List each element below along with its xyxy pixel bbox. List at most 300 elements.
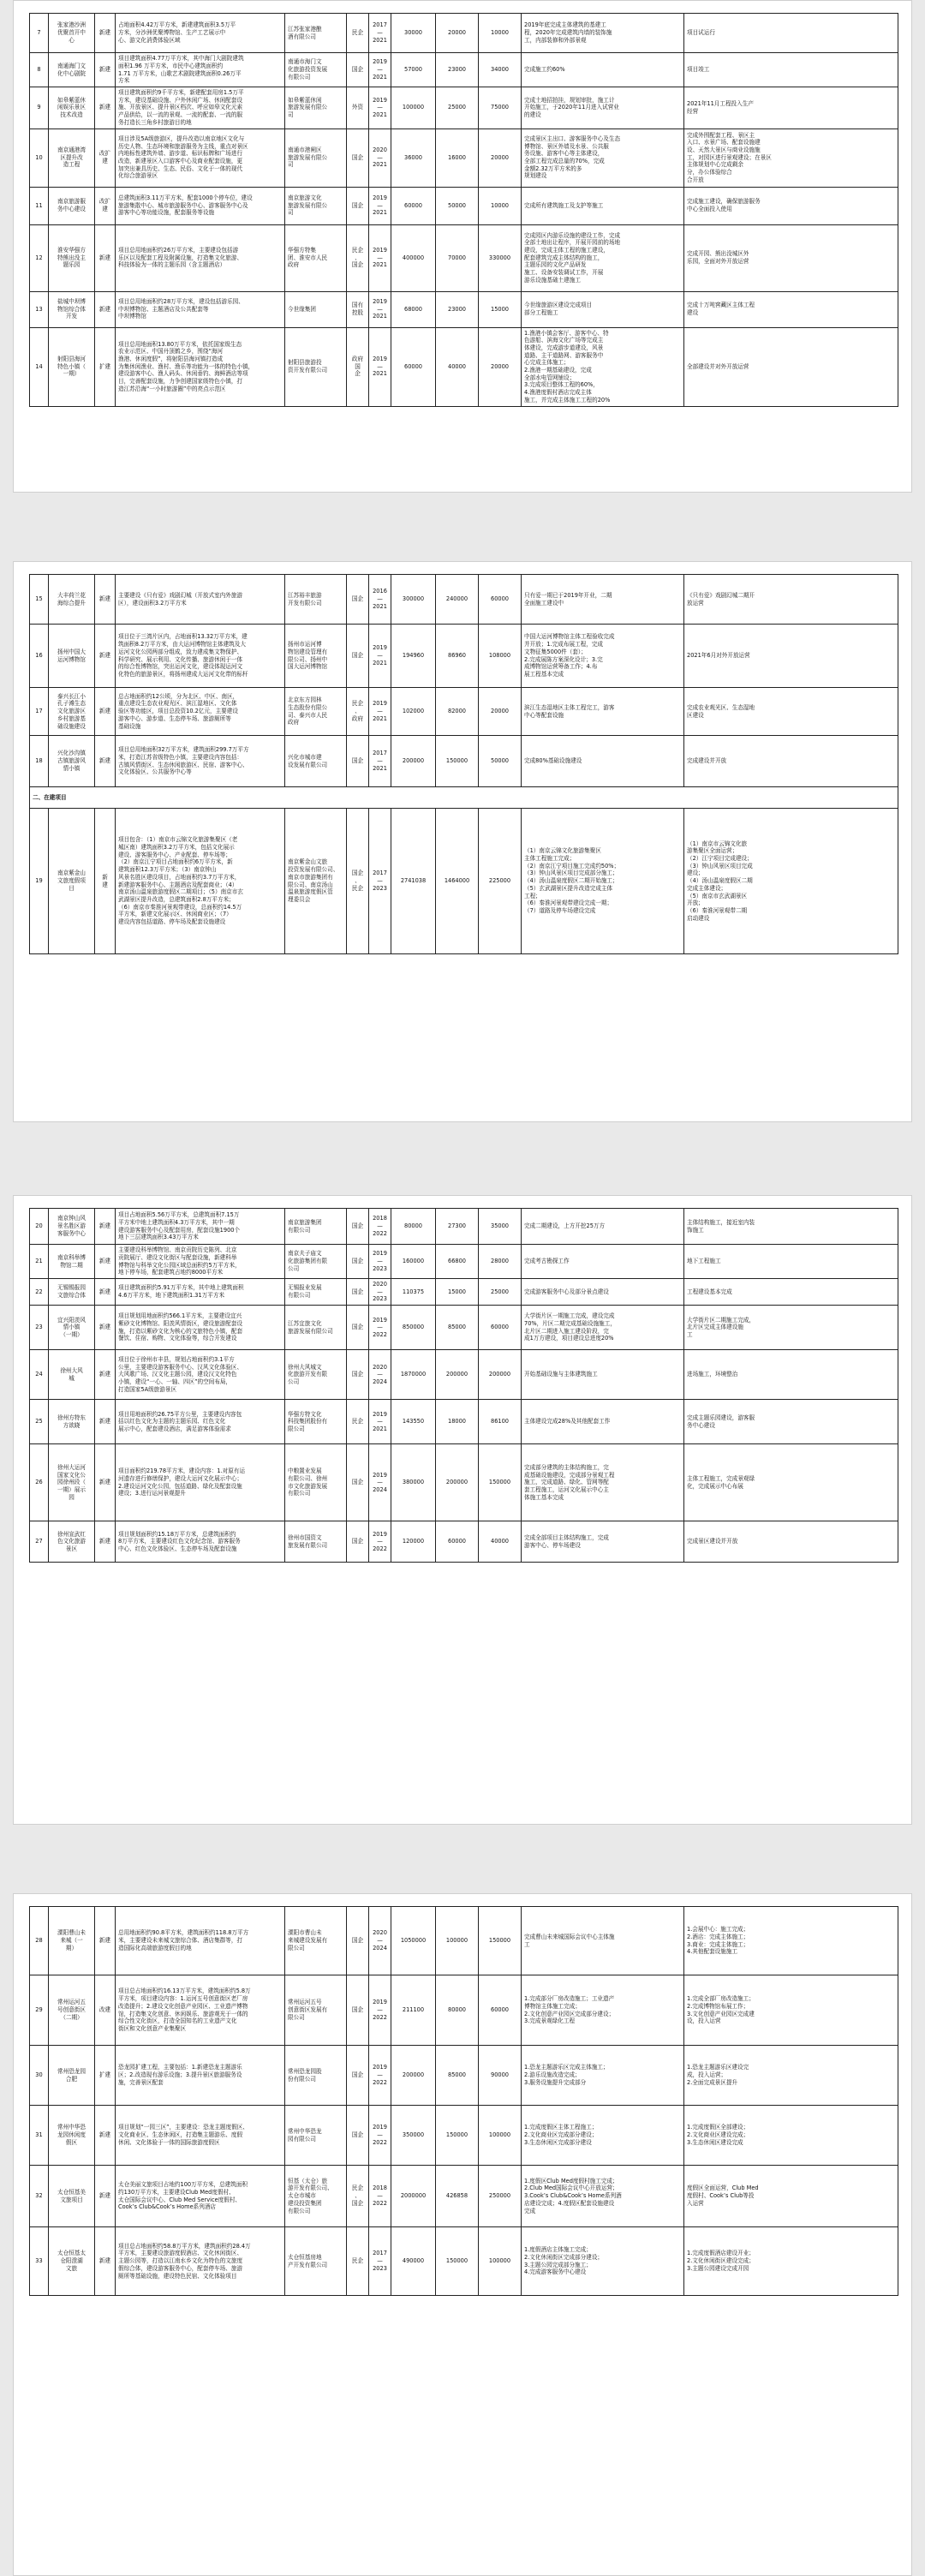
cell-period: 2019 — 2022 <box>369 2046 391 2106</box>
cell-no: 18 <box>30 736 49 787</box>
cell-content: 项目总用地面积约28万平方米，建设包括游乐园、 中坝博物馆、主题酒店及公共配套等 中坝博物馆 <box>116 291 285 327</box>
table-row <box>30 688 898 736</box>
cell-nature: 国企 <box>347 1209 369 1245</box>
cell-period: 2019 — 2021 <box>369 224 391 291</box>
cell-done: 60000 <box>436 1521 479 1563</box>
cell-name: 常州运河五 号创意街区 （二期） <box>49 1975 95 2046</box>
cell-total: 60000 <box>391 327 436 406</box>
cell-type: 新建 <box>95 736 116 787</box>
cell-name: 徐州宣武红 色文化旅游 景区 <box>49 1521 95 1563</box>
cell-name: 太仓恒基太 仓阳澄湖 文旅 <box>49 2227 95 2296</box>
cell-progress-plan: 全部建设并对外开放运营 <box>684 327 898 406</box>
cell-nature: 国企 <box>347 2046 369 2106</box>
cell-done: 40000 <box>436 327 479 406</box>
cell-content: 项目建筑面积约5.91万平方米，其中地上建筑面积 4.6万平方米，地下建筑面积1.31万平方米 <box>116 1279 285 1306</box>
cell-nature: 国企 <box>347 187 369 224</box>
document-page-4 <box>13 1893 912 2576</box>
cell-progress-plan: 2021年11月工程投入生产 经营 <box>684 87 898 129</box>
cell-progress-done: 大学街片区一期施工完成，建设完成 70%，片区二期完成基础设施施工， 北片区二期进入施工建设阶段，完 成1万方建设，项目建设总进度20% <box>522 1306 684 1350</box>
cell-done: 426858 <box>436 2166 479 2227</box>
cell-no: 21 <box>30 1245 49 1279</box>
cell-owner: 中粮置业发展 有限公司、徐州 市文化旅游发展 有限公司 <box>285 1444 347 1521</box>
table-row <box>30 1350 898 1400</box>
cell-progress-plan: 1.完成全部厂房改造施工； 2.完成博物馆布展工作； 3.文化创意产业园区完成建 设，投入运营 <box>684 1975 898 2046</box>
cell-period: 2020 — 2023 <box>369 1279 391 1306</box>
cell-content: 项目总用地面积13.80万平方米，依托国家级生态 农业示范区、中国丹顶鹤之乡，围绕“海河 渔港、休闲度假”，将射阳县海河镇打造成 为集休闲渔业、渔村、渔乐等功能为一体的特色小镇， 建设游客中心、渔人码头、休闲垂钓、海鲜酒店等项 目，完善配套设施，力争创建国家级特色小镇，打 造江苏沿海“一小时旅游圈”中的亮点示范区 <box>116 327 285 406</box>
cell-no: 32 <box>30 2166 49 2227</box>
cell-total: 68000 <box>391 291 436 327</box>
cell-no: 16 <box>30 625 49 688</box>
cell-owner: 徐州大风城文 化旅游开发有限 公司 <box>285 1350 347 1400</box>
cell-no: 15 <box>30 575 49 625</box>
cell-name: 南京科举博 物馆二期 <box>49 1245 95 1279</box>
cell-total: 2741038 <box>391 809 436 954</box>
cell-plan: 60000 <box>479 1306 522 1350</box>
cell-name: 徐州大风 城 <box>49 1350 95 1400</box>
cell-name: 泰兴长江小 孔子滩生态 文化旅游区 乡村旅游基 础设施建设 <box>49 688 95 736</box>
cell-no: 17 <box>30 688 49 736</box>
cell-no: 30 <box>30 2046 49 2106</box>
cell-period: 2018 — 2022 <box>369 1209 391 1245</box>
cell-nature: 国企 <box>347 1521 369 1563</box>
cell-name: 扬州中国大 运河博物馆 <box>49 625 95 688</box>
cell-owner: 南京旅游文化 旅游发展有限公 司 <box>285 187 347 224</box>
section-header-row <box>30 787 898 809</box>
cell-progress-plan: 完成外围配套工程、景区主 入口、水景广场、配套设施建 设、天然大景区与商业设施施 工，对园区进行景观建设；在景区 主体规划中心完成剩余 分，办公体验综合 合开放 <box>684 129 898 187</box>
cell-total: 1050000 <box>391 1907 436 1975</box>
cell-progress-plan: 1.完成度假区全部建设； 2.文化商业区建设完成； 3.生态休闲区建设完成 <box>684 2106 898 2166</box>
table-row <box>30 291 898 327</box>
cell-progress-plan: 度假区全面运营，Club Med 度假村、Cook’s Club等投 入运营 <box>684 2166 898 2227</box>
table-row <box>30 1975 898 2046</box>
cell-no: 11 <box>30 187 49 224</box>
cell-progress-done: 完成景区主出口、游客服务中心及生态 博物馆、景区外墙及水景、公共服 务设施、游客中心等主体建设， 全部工程完成总量的70%，完成 金额2.32万平方米的多 规划建设 <box>522 129 684 187</box>
cell-plan: 150000 <box>479 1444 522 1521</box>
cell-period: 2019 — 2021 <box>369 625 391 688</box>
cell-period: 2019 — 2022 <box>369 1975 391 2046</box>
cell-plan: 50000 <box>479 736 522 787</box>
cell-progress-done: 只有爱一期已于2019年开业，二期 全面施工建设中 <box>522 575 684 625</box>
cell-progress-done: 今世缘旅游区建设完成项目 部分工程施工 <box>522 291 684 327</box>
cell-nature: 国企 <box>347 1306 369 1350</box>
cell-type: 扩建 <box>95 327 116 406</box>
table-row <box>30 1279 898 1306</box>
cell-progress-done: 2019年底完成主体建筑的基建工 程，2020年完成建筑内墙的装饰施 工，内部装修和外部景观 <box>522 14 684 53</box>
cell-progress-plan: 1.会展中心：施工完成； 2.酒店：完成主体施工； 3.商业：完成主体施工； 4.其他配套设施施工 <box>684 1907 898 1975</box>
cell-owner: 无锡报业发展 有限公司 <box>285 1279 347 1306</box>
cell-name: 太仓恒基美 文旅项目 <box>49 2166 95 2227</box>
cell-type: 新建 <box>95 575 116 625</box>
cell-nature: 国企 <box>347 2106 369 2166</box>
cell-total: 30000 <box>391 14 436 53</box>
cell-no: 25 <box>30 1400 49 1444</box>
cell-total: 100000 <box>391 87 436 129</box>
cell-owner: 今世缘集团 <box>285 291 347 327</box>
cell-no: 23 <box>30 1306 49 1350</box>
cell-progress-done: 完成土地招拍挂，规划审批，施工计 开始施工，于2020年11月进入试营业 的建设 <box>522 87 684 129</box>
cell-period: 2017 — 2023 <box>369 809 391 954</box>
cell-name: 南京通港湾 区提升改 造工程 <box>49 129 95 187</box>
cell-nature: 政府 国 企 <box>347 327 369 406</box>
cell-progress-plan: 1.恐龙主题游乐区建设完 成，投入运营； 2.全面完成景区提升 <box>684 2046 898 2106</box>
cell-name: 南京钟山风 景名胜区游 客服务中心 <box>49 1209 95 1245</box>
cell-content: 项目总用地面积约26万平方米，主要建设包括游 乐区以及配套工程及附属设施，打造集文化旅游、 科技体验为一体的主题乐园（含主题酒店） <box>116 224 285 291</box>
cell-content: 项目建筑面积约9千平方米，新建配套用房1.5万平 方米，建设基础设施、户外休闲广场、休闲配套设 施、开放景区、提升景区档次、呼应如皋文化元素 产品供给，以一流的景观、一流的配套、一流的服 务打造长三角乡村旅游目的地 <box>116 87 285 129</box>
cell-no: 28 <box>30 1907 49 1975</box>
cell-progress-plan: （1）南京市云锦文化旅 游集聚区全面运营； （2）江宁项目完成建设； （3）钟山风景区项目完成 建设； （4）汤山温泉度假区二期 完成主体建设； （5）南京市玄武湖景区 开放； （6）秦淮河景观带二期 启动建设 <box>684 809 898 954</box>
cell-progress-done: 完成80%基础设施建设 <box>522 736 684 787</box>
cell-progress-plan: 进场施工，环境整治 <box>684 1350 898 1400</box>
table-row <box>30 1907 898 1975</box>
cell-total: 300000 <box>391 575 436 625</box>
table-row <box>30 625 898 688</box>
cell-no: 31 <box>30 2106 49 2166</box>
cell-total: 57000 <box>391 53 436 87</box>
cell-plan: 100000 <box>479 2106 522 2166</box>
cell-progress-plan: 《只有爱》戏剧幻城二期开 放运营 <box>684 575 898 625</box>
cell-nature: 国企 <box>347 575 369 625</box>
cell-plan: 108000 <box>479 625 522 688</box>
cell-content: 项目规划用地面积约566.1平方米，主要建设宜兴 紫砂文化博物馆、阳羡风情街区，建设旅游配套设 施，打造以紫砂文化为核心的文旅特色小镇，配套 餐饮、住宿、购物、文化体验等，综合开发建设 <box>116 1306 285 1350</box>
cell-nature: 民企 、 政府 <box>347 688 369 736</box>
cell-period: 2019 — 2021 <box>369 187 391 224</box>
cell-total: 194960 <box>391 625 436 688</box>
table-row <box>30 1400 898 1444</box>
cell-no: 26 <box>30 1444 49 1521</box>
cell-plan: 35000 <box>479 1209 522 1245</box>
cell-period: 2019 — 2022 <box>369 1521 391 1563</box>
cell-plan: 86100 <box>479 1400 522 1444</box>
cell-no: 19 <box>30 809 49 954</box>
cell-nature: 国企 <box>347 1444 369 1521</box>
cell-content: 项目总用地面积32万平方米，建筑面积299.7万平方 米，打造江苏省级特色小镇，主要建设内容包括： 古镇风情街区、生态休闲旅游区、民宿、游客中心、 文化体验区、公共服务中心等 <box>116 736 285 787</box>
cell-owner: 常州运河五号 创意街区发展有 限公司 <box>285 1975 347 2046</box>
table-row <box>30 736 898 787</box>
cell-nature: 国企 <box>347 736 369 787</box>
cell-plan: 25000 <box>479 1279 522 1306</box>
cell-type: 新 建 <box>95 809 116 954</box>
cell-total: 102000 <box>391 688 436 736</box>
cell-nature: 民企 <box>347 1400 369 1444</box>
table-row <box>30 53 898 87</box>
table-row <box>30 327 898 406</box>
cell-done: 150000 <box>436 736 479 787</box>
cell-type: 新建 <box>95 2166 116 2227</box>
cell-type: 新建 <box>95 2227 116 2296</box>
cell-owner: 南通市港闸区 旅游发展有限公 司 <box>285 129 347 187</box>
cell-period: 2019 — 2021 <box>369 688 391 736</box>
cell-no: 7 <box>30 14 49 53</box>
cell-progress-done: 1.渔港小镇会客厅、游客中心、特 色游船、滨海文化广场等完成主 体建设，完成游步道建设，风景 道路、主干道路网、游客服务中 心完成主体施工； 2.渔港一期基础建设，完成 全部水电管网铺设； 3.完成项目整体工程的60%， 4.渔港度假村酒店完成主体 施工，并完成主体施工工程的20% <box>522 327 684 406</box>
table-row <box>30 1306 898 1350</box>
cell-done: 66800 <box>436 1245 479 1279</box>
cell-no: 9 <box>30 87 49 129</box>
cell-done: 23000 <box>436 291 479 327</box>
cell-no: 8 <box>30 53 49 87</box>
cell-owner: 兴化市城市建 设发展有限公司 <box>285 736 347 787</box>
cell-no: 14 <box>30 327 49 406</box>
cell-nature: 国企 <box>347 129 369 187</box>
cell-done: 150000 <box>436 2227 479 2296</box>
cell-name: 宜兴阳羡风 情小镇 （一期） <box>49 1306 95 1350</box>
cell-name: 如皋紫蓝休 闲娱乐景区 技术改造 <box>49 87 95 129</box>
cell-name: 溧阳曹山未 来城（一 期） <box>49 1907 95 1975</box>
cell-plan: 15000 <box>479 291 522 327</box>
cell-progress-done: 完成部分建筑的主体结构施工，完 成基础设施建设，完成部分景观工程 施工，完成道路、绿化、管网等配 套工程施工，运河文化展示中心主 体施工基本完成 <box>522 1444 684 1521</box>
cell-nature: 国企 <box>347 53 369 87</box>
cell-content: 项目占地面积5.56万平方米，总建筑面积7.15万 平方米中地上建筑面积4.3万平方米，其中一期 建设游客服务中心及配套用房，配套设施1900个 地下三层建筑面积3.43万平方米 <box>116 1209 285 1245</box>
cell-total: 200000 <box>391 736 436 787</box>
cell-content: 项目规划“一园三区”，主要建设：恐龙主题度假区、 文化商业区、生态休闲区，打造集主题游乐、度假 休闲、文化体验于一体的国际旅游度假区 <box>116 2106 285 2166</box>
cell-content: 总建筑面积3.11万平方米，配套1000个停车位，建设 旅游集散中心、城市旅游服务中心、游客服务中心及 游客中心等功能设施，配套服务等设施 <box>116 187 285 224</box>
cell-no: 33 <box>30 2227 49 2296</box>
cell-period: 2017 — 2021 <box>369 736 391 787</box>
cell-type: 改扩 建 <box>95 187 116 224</box>
cell-progress-plan: 完成十万吨窖藏区主体工程 建设 <box>684 291 898 327</box>
cell-type: 新建 <box>95 2106 116 2166</box>
cell-progress-plan: 地下工程施工 <box>684 1245 898 1279</box>
cell-total: 160000 <box>391 1245 436 1279</box>
cell-content: 项目建筑面积4.77万平方米，其中海门大剧院建筑 面积1.96 万平方米，市民中心建筑面积约 1.71 万平方米，山歌艺术剧院建筑面积0.26万平 方米 <box>116 53 285 87</box>
cell-done: 200000 <box>436 1444 479 1521</box>
cell-total: 60000 <box>391 187 436 224</box>
cell-total: 400000 <box>391 224 436 291</box>
cell-type: 新建 <box>95 1400 116 1444</box>
cell-owner: 如皋紫蓝休闲 旅游发展有限公 司 <box>285 87 347 129</box>
cell-done: 100000 <box>436 1907 479 1975</box>
cell-nature: 国企 <box>347 1907 369 1975</box>
document-page-1 <box>13 0 912 493</box>
cell-total: 490000 <box>391 2227 436 2296</box>
cell-no: 24 <box>30 1350 49 1400</box>
cell-plan: 34000 <box>479 53 522 87</box>
cell-content: 主要建设《只有爱》戏剧幻城（开放式室内外旅游 区），建设面积3.2万平方米 <box>116 575 285 625</box>
cell-progress-done: 主体建设完成28%及其他配套工作 <box>522 1400 684 1444</box>
cell-content: 项目总占地面积约58.8万平方米，建筑面积约28.4万 平方米，主要建设旅游度假酒店、文化休闲街区、 主题公园等，打造以江南水乡文化为特色的文旅度 假综合体，建设游客服务中心，配套停车场、旅游 厕所等基础设施，建设特色民宿、文化体验项目 <box>116 2227 285 2296</box>
cell-name: 无锡锡报园 文旅综合体 <box>49 1279 95 1306</box>
cell-owner: 南京夫子庙文 化旅游集团有限 公司 <box>285 1245 347 1279</box>
cell-plan: 20000 <box>479 688 522 736</box>
cell-progress-plan: 主体工程施工，完成景观绿 化，完成展示中心布展 <box>684 1444 898 1521</box>
cell-name: 盐城中坝博 物馆综合体 开发 <box>49 291 95 327</box>
cell-total: 2000000 <box>391 2166 436 2227</box>
cell-total: 110375 <box>391 1279 436 1306</box>
cell-done: 70000 <box>436 224 479 291</box>
table-row <box>30 2166 898 2227</box>
cell-progress-done: 开始基础设施与主体建筑施工 <box>522 1350 684 1400</box>
cell-type: 新建 <box>95 1245 116 1279</box>
cell-nature: 国企 <box>347 1350 369 1400</box>
table-row <box>30 2106 898 2166</box>
cell-done: 85000 <box>436 2046 479 2106</box>
cell-done: 82000 <box>436 688 479 736</box>
cell-plan: 150000 <box>479 1907 522 1975</box>
cell-content: 太仓美丽文旅项目占地约100万平方米，总建筑面积 约130万平方米，主要建设Club Med度假村、 太仓国际会议中心、Club Med Service度假村、 Cook’s Club&Cook’s Home系列酒店 <box>116 2166 285 2227</box>
table-row <box>30 809 898 954</box>
cell-progress-done: 完成全部项目主体结构施工，完成 游客中心、停车场建设 <box>522 1521 684 1563</box>
cell-plan: 20000 <box>479 327 522 406</box>
cell-name: 南京紫金山 文旅度假项 目 <box>49 809 95 954</box>
cell-done: 18000 <box>436 1400 479 1444</box>
cell-period: 2019 — 2021 <box>369 53 391 87</box>
cell-type: 新建 <box>95 87 116 129</box>
cell-total: 36000 <box>391 129 436 187</box>
cell-progress-done: 滨江生态湿地区主体工程完工，游客 中心等配套设施 <box>522 688 684 736</box>
cell-no: 10 <box>30 129 49 187</box>
cell-name: 淮安华强方 特熊出没主 题乐园 <box>49 224 95 291</box>
cell-nature: 民企 、 国企 <box>347 224 369 291</box>
table-row <box>30 575 898 625</box>
cell-period: 2017 — 2021 <box>369 14 391 53</box>
table-row <box>30 1444 898 1521</box>
cell-no: 20 <box>30 1209 49 1245</box>
cell-type: 扩建 <box>95 2046 116 2106</box>
cell-name: 射阳县海河 特色小镇（ 一期） <box>49 327 95 406</box>
cell-progress-done: 1.完成度假区主体工程施工； 2.文化商业区完成部分建设； 3.生态休闲区完成部分建设 <box>522 2106 684 2166</box>
project-table <box>29 1208 898 1563</box>
cell-owner: 徐州市国资文 旅发展有限公司 <box>285 1521 347 1563</box>
cell-type: 新建 <box>95 1279 116 1306</box>
cell-done: 20000 <box>436 14 479 53</box>
cell-plan: 60000 <box>479 575 522 625</box>
cell-done: 23000 <box>436 53 479 87</box>
cell-total: 80000 <box>391 1209 436 1245</box>
cell-plan: 75000 <box>479 87 522 129</box>
cell-progress-plan: 完成景区建设并开放 <box>684 1521 898 1563</box>
cell-progress-plan: 完成施工建设，确保旅游服务 中心全面投入使用 <box>684 187 898 224</box>
cell-type: 新建 <box>95 224 116 291</box>
document-page-2 <box>13 561 912 1122</box>
cell-total: 143550 <box>391 1400 436 1444</box>
cell-progress-done: 完成考古勘探工作 <box>522 1245 684 1279</box>
cell-nature: 民企 <box>347 2227 369 2296</box>
cell-plan: 250000 <box>479 2166 522 2227</box>
table-row <box>30 14 898 53</box>
cell-no: 22 <box>30 1279 49 1306</box>
cell-done: 25000 <box>436 87 479 129</box>
cell-period: 2019 — 2021 <box>369 291 391 327</box>
cell-name: 徐州方特东 方欲晓 <box>49 1400 95 1444</box>
cell-period: 2019 — 2022 <box>369 1306 391 1350</box>
cell-nature: 国有 控股 <box>347 291 369 327</box>
cell-name: 南通海门文 化中心剧院 <box>49 53 95 87</box>
cell-progress-plan: 1.完成度假酒店建设开业； 2.文化休闲街区建设完成； 3.主题公园建设完成开园 <box>684 2227 898 2296</box>
cell-type: 新建 <box>95 1907 116 1975</box>
cell-content: 总占地面积约12公顷，分为北区、中区、南区， 重点建设生态农业观光区、滨江湿地区、文化体 验区等功能区，项目总投资10.2亿元，主要建设 游客中心、游步道、生态停车场、旅游厕所等 基础设施 <box>116 688 285 736</box>
project-table <box>29 574 898 954</box>
cell-progress-done: 完成所有建筑施工及支护等施工 <box>522 187 684 224</box>
cell-content: 主要建设科举博物馆、南京贡院历史陈列、北京 贡院展厅、建设文化街区与配套设施，新建科举 博物馆与科举文化公园区域总面积约5万平方米， 地下停车场，配套建筑占地约8000平方米 <box>116 1245 285 1279</box>
cell-owner: 北京东方园林 生态股份有限公 司、泰兴市人民 政府 <box>285 688 347 736</box>
document-page-3 <box>13 1195 912 1825</box>
cell-done: 86960 <box>436 625 479 688</box>
cell-plan: 330000 <box>479 224 522 291</box>
cell-period: 2020 — 2024 <box>369 1907 391 1975</box>
cell-content: 项目面积约219.78平方米，建设内容：1.对原有运 河遗存进行修缮保护，建设大运河文化展示中心； 2.建设运河文化公园，包括道路、绿化及配套设施 建设；3.进行运河景观提升 <box>116 1444 285 1521</box>
table-row <box>30 1245 898 1279</box>
cell-content: 项目规划面积约15.18万平方米，总建筑面积约 8万平方米，主要建设红色文化纪念馆、游客服务 中心、红色文化体验区、生态停车场及配套设施 <box>116 1521 285 1563</box>
cell-total: 120000 <box>391 1521 436 1563</box>
cell-total: 200000 <box>391 2046 436 2106</box>
cell-progress-done: 完成游客服务中心及部分景点建设 <box>522 1279 684 1306</box>
cell-type: 新建 <box>95 291 116 327</box>
project-table <box>29 13 898 407</box>
cell-period: 2017 — 2023 <box>369 2227 391 2296</box>
cell-plan: 90000 <box>479 2046 522 2106</box>
table-row <box>30 1209 898 1245</box>
section-title: 二、在建项目 <box>30 787 898 809</box>
cell-done: 200000 <box>436 1350 479 1400</box>
cell-no: 27 <box>30 1521 49 1563</box>
cell-name: 兴化沙沟镇 古镇旅游风 情小镇 <box>49 736 95 787</box>
cell-nature: 国企 <box>347 1975 369 2046</box>
cell-plan: 40000 <box>479 1521 522 1563</box>
cell-done: 27300 <box>436 1209 479 1245</box>
cell-no: 29 <box>30 1975 49 2046</box>
cell-progress-done: 1.完成部分厂房改造施工；工业遗产 博物馆主体施工完成； 2.文化创意产业园区完成部分建设； 3.完成景观绿化工程 <box>522 1975 684 2046</box>
cell-progress-done: 完成曹山未来城国际会议中心主体施 工 <box>522 1907 684 1975</box>
cell-nature: 外资 <box>347 87 369 129</box>
cell-period: 2018 — 2022 <box>369 2166 391 2227</box>
cell-period: 2019 — 2021 <box>369 87 391 129</box>
cell-type: 新建 <box>95 53 116 87</box>
cell-plan: 10000 <box>479 187 522 224</box>
cell-done: 15000 <box>436 1279 479 1306</box>
cell-owner: 南京紫金山文旅 投资发展有限公司、 南京市旅游集团有 限公司、南京汤山 温泉旅游度假区管 理委员会 <box>285 809 347 954</box>
cell-progress-done: 完成二期建设，上方开挖25万方 <box>522 1209 684 1245</box>
cell-content: 总用地面积约90.8平方米，建筑面积约118.8万平方 米，主要建设未来城文旅综合体、酒店集群等，打 造国际化高端旅游度假目的地 <box>116 1907 285 1975</box>
cell-plan: 100000 <box>479 2227 522 2296</box>
cell-total: 350000 <box>391 2106 436 2166</box>
cell-nature: 国企 <box>347 1279 369 1306</box>
cell-content: 占地面积4.42万平方米，新建建筑面积3.5万平 方米，分沙洲优聚博物馆、生产工艺展示中 心、游文化消费体验区域 <box>116 14 285 53</box>
cell-owner: 南京旅游集团 有限公司 <box>285 1209 347 1245</box>
cell-content: 项目位于徐州市丰县，规划占地面积约3.1平方 公里，主要建设游客服务中心、汉风文化体验区、 大风歌广场、汉文化主题公园，建设汉文化特色 小镇，建设“一心、一轴、四区”的空间布局， 打造国家5A级旅游景区 <box>116 1350 285 1400</box>
cell-done: 240000 <box>436 575 479 625</box>
cell-progress-done: 完成园区内游乐设施的建设工作，完成 全部土地出让程序，开展开园前的场地 建设，完成主体工程的施工建设， 配套建筑完成主体结构的施工， 主题乐园的文化产品研发 施工、设备安装调试工作，开展 游乐设施基础土建施工 <box>522 224 684 291</box>
table-row <box>30 1521 898 1563</box>
cell-type: 改建 <box>95 1975 116 2046</box>
cell-plan: 225000 <box>479 809 522 954</box>
cell-done: 16000 <box>436 129 479 187</box>
cell-plan: 20000 <box>479 129 522 187</box>
table-row <box>30 2227 898 2296</box>
cell-plan: 60000 <box>479 1975 522 2046</box>
cell-plan: 28000 <box>479 1245 522 1279</box>
cell-content: 恐龙园扩建工程，主要包括：1.新建恐龙主题游乐 区；2.改造现有游乐设施；3.提升景区旅游服务设 施，完善景区配套 <box>116 2046 285 2106</box>
cell-owner: 江苏张家港酿 酒有限公司 <box>285 14 347 53</box>
cell-type: 新建 <box>95 1209 116 1245</box>
cell-progress-plan: 完成建设并开放 <box>684 736 898 787</box>
cell-progress-plan: 2021年6月对外开放运营 <box>684 625 898 688</box>
cell-period: 2020 — 2021 <box>369 129 391 187</box>
table-row <box>30 2046 898 2106</box>
cell-progress-done: 1.度假区Club Med度假村施工完成； 2.Club Med国际会议中心开放运营； 3.Cook’s Club&Cook’s Home系列酒 店建设完成；4.度假区配套设施建设 完成 <box>522 2166 684 2227</box>
cell-owner: 溧阳市曹山未 来城建设发展有 限公司 <box>285 1907 347 1975</box>
cell-total: 850000 <box>391 1306 436 1350</box>
cell-owner: 南通市海门文 化旅游投资发展 有限公司 <box>285 53 347 87</box>
cell-owner: 华强方特集 团、淮安市人民 政府 <box>285 224 347 291</box>
table-row <box>30 129 898 187</box>
cell-type: 新建 <box>95 688 116 736</box>
cell-content: 项目总占地面积约16.13万平方米，建筑面积约5.8万 平方米，项目建设内容：1.运河五号创意街区老厂房 改造提升；2.建设文化创意产业园区、工业遗产博物 馆，打造集文化创意、休闲娱乐、旅游观光于一体的 综合性文化街区，打造全国知名的工业遗产文化 街区和文化创意产业集聚区 <box>116 1975 285 2046</box>
cell-progress-done: 1.恐龙主题游乐区完成主体施工； 2.游乐设施改造完成； 3.服务设施提升完成部分 <box>522 2046 684 2106</box>
table-row <box>30 224 898 291</box>
cell-progress-plan: 完成农业观光区、生态湿地 区建设 <box>684 688 898 736</box>
cell-owner: 常州恐龙园股 份有限公司 <box>285 2046 347 2106</box>
cell-progress-done: 中国大运河博物馆主体工程验收完成 并开放；1.完成布展工程，完成 文物征集5000件（套）； 2.完成展陈方案深化设计；3.完 成博物馆运营筹备工作；4.布 展工程基本完成 <box>522 625 684 688</box>
cell-name: 徐州大运河 国家文化公 园徐州段（ 一期）展示 园 <box>49 1444 95 1521</box>
